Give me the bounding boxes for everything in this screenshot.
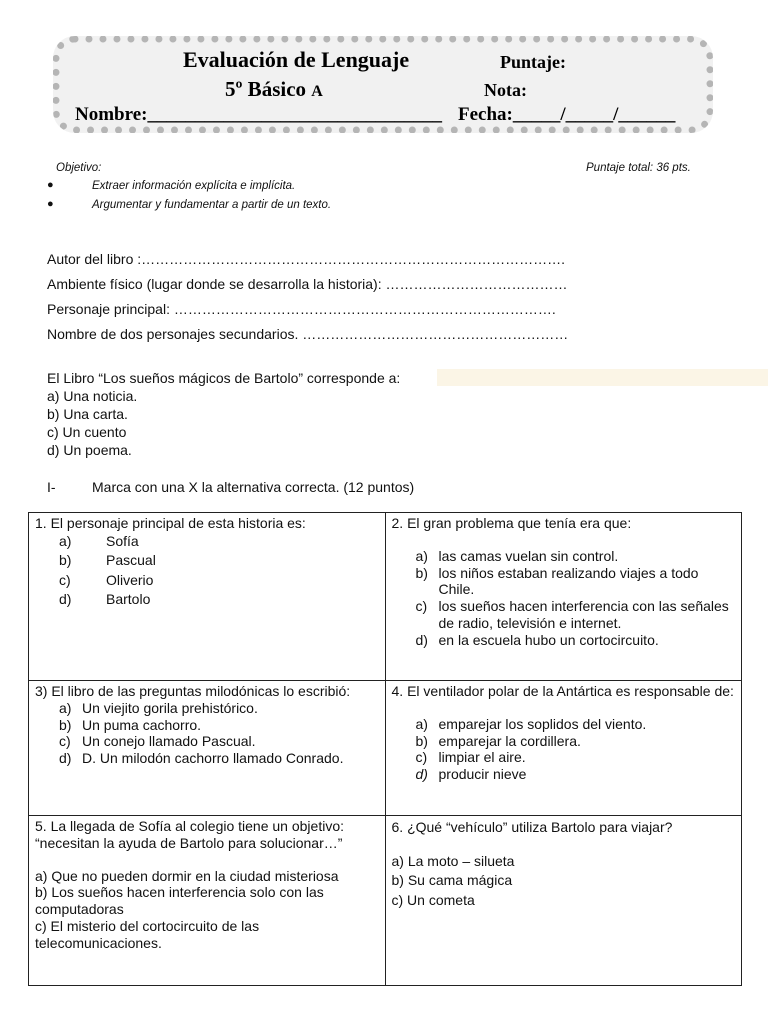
answer-option[interactable]: c) limpiar el aire.: [415, 749, 526, 766]
answer-option[interactable]: d) D. Un milodón cachorro llamado Conrado.: [59, 750, 344, 767]
objective-label: Objetivo:: [56, 162, 102, 174]
answer-option[interactable]: a) La moto – silueta: [391, 852, 515, 869]
questions-table: [28, 512, 742, 986]
nombre-field[interactable]: Nombre:_______________________________: [75, 104, 442, 125]
answer-option[interactable]: a) emparejar los soplidos del viento.: [415, 715, 647, 732]
question-text: 2. El gran problema que tenía era que:: [391, 515, 632, 531]
genre-option[interactable]: d) Un poema.: [47, 442, 132, 458]
bullet-icon: ●: [47, 198, 54, 210]
answer-option[interactable]: b) Los sueños hacen interferencia solo con las computadoras: [35, 884, 324, 918]
bullet-icon: ●: [47, 179, 54, 191]
question-text: 1. El personaje principal de esta historia es:: [35, 515, 306, 531]
objective-item: Argumentar y fundamentar a partir de un texto.: [92, 199, 332, 211]
answer-option[interactable]: b) Un puma cachorro.: [59, 716, 202, 733]
answer-option[interactable]: a) las camas vuelan sin control.: [415, 547, 619, 564]
answer-option[interactable]: a) Sofía: [59, 532, 139, 549]
genre-option[interactable]: c) Un cuento: [47, 424, 127, 440]
nota-label: Nota:: [484, 80, 527, 100]
genre-option[interactable]: a) Una noticia.: [47, 388, 138, 404]
question-text: 3) El libro de las preguntas milodónicas lo escribió:: [35, 683, 351, 699]
section-text: A: [311, 83, 323, 100]
answer-option[interactable]: c) los sueños hacen interferencia con las señales de radio, televisión e internet.: [415, 598, 729, 631]
answer-option[interactable]: d) Bartolo: [59, 591, 151, 608]
answer-option[interactable]: a) Que no pueden dormir en la ciudad misteriosa: [35, 867, 339, 884]
question-text: 5. La llegada de Sofía al colegio tiene un objetivo: “necesitan la ayuda de Bartolo para solucionar…”: [35, 818, 345, 851]
question-cell: [29, 681, 386, 816]
question-cell: [29, 513, 386, 681]
question-text: 6. ¿Qué “vehículo” utiliza Bartolo para viajar?: [391, 819, 673, 835]
answer-option[interactable]: d) producir nieve: [415, 766, 527, 783]
answer-option[interactable]: c) El misterio del cortocircuito de las telecomunicaciones.: [35, 917, 260, 951]
fecha-field[interactable]: Fecha:_____/_____/______: [458, 104, 676, 125]
question-text: 4. El ventilador polar de la Antártica es responsable de:: [391, 683, 734, 699]
secondary-characters-field[interactable]: Nombre de dos personajes secundarios. …………………………………………………: [47, 326, 569, 342]
answer-option[interactable]: b) Pascual: [59, 552, 156, 569]
total-score: Puntaje total: 36 pts.: [586, 162, 691, 174]
setting-field[interactable]: Ambiente físico (lugar donde se desarrolla la historia): …………………………………: [47, 276, 568, 292]
answer-option[interactable]: d) en la escuela hubo un cortocircuito.: [415, 631, 659, 648]
grade-label: [225, 77, 323, 102]
genre-option[interactable]: b) Una carta.: [47, 406, 128, 422]
question-cell: [385, 513, 742, 681]
answer-option[interactable]: c) Oliverio: [59, 571, 154, 588]
puntaje-label: Puntaje:: [500, 52, 566, 72]
highlight-band: [437, 369, 768, 386]
genre-question-prompt: El Libro “Los sueños mágicos de Bartolo” corresponde a:: [47, 370, 401, 386]
section-instruction: Marca con una X la alternativa correcta. (12 puntos): [92, 479, 415, 495]
answer-option[interactable]: c) Un cometa: [391, 891, 475, 908]
answer-option[interactable]: a) Un viejito gorila prehistórico.: [59, 699, 258, 716]
question-cell: [385, 681, 742, 816]
answer-option[interactable]: b) los niños estaban realizando viajes a todo Chile.: [415, 564, 699, 598]
answer-option[interactable]: c) Un conejo llamado Pascual.: [59, 733, 256, 750]
question-cell: [29, 816, 386, 986]
answer-option[interactable]: b) emparejar la cordillera.: [415, 732, 581, 749]
grade-text: 5º Básico: [225, 77, 307, 101]
answer-option[interactable]: b) Su cama mágica: [391, 872, 513, 888]
author-field[interactable]: Autor del libro :……………………………………………………………………………….: [47, 251, 566, 267]
question-cell: [385, 816, 742, 986]
objective-item: Extraer información explícita e implícita.: [92, 180, 296, 192]
page-title: Evaluación de Lenguaje: [183, 47, 410, 72]
section-number: I-: [47, 479, 56, 495]
main-character-field[interactable]: Personaje principal: ……………………………………………………………………….: [47, 301, 556, 317]
